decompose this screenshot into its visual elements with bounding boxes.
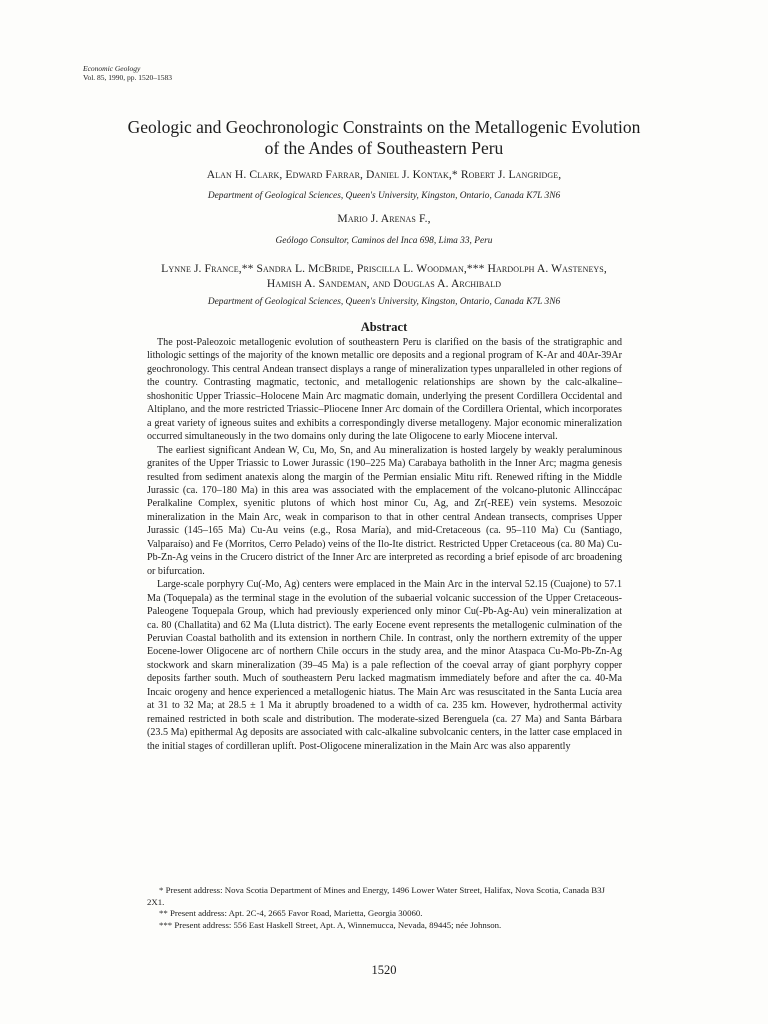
author-line-3: Lynne J. France,** Sandra L. McBride, Priscilla L. Woodman,*** Hardolph A. Wasteneys, <box>161 262 607 275</box>
author-line-2: Mario J. Arenas F., <box>337 212 431 225</box>
affiliation-2: Geólogo Consultor, Caminos del Inca 698, Lima 33, Peru <box>275 236 493 246</box>
abstract-paragraph-2: The earliest significant Andean W, Cu, Mo, Sn, and Au mineralization is hosted largely by weakly peraluminous granites of the Upper Triassic to Lower Jurassic (190–225 Ma) Carabaya batholith in the Inner Arc; magma genesis resulted from sediment anatexis along the margin of the Permian ensialic Mitu rift. Renewed rifting in the Middle Jurassic (ca. 170–180 Ma) in this area was associated with the emplacement of the volcano-plutonic Allinccápac Peralkaline Complex, syenitic plutons of which host minor Cu, Ag, and Zr(-REE) vein systems. Mesozoic mineralization in the Main Arc, weak in comparison to that in other central Andean transects, comprises Upper Jurassic (145–165 Ma) Cu-Au veins (e.g., Rosa María), and mid-Cretaceous (ca. 95–110 Ma) Cu (Santiago, Valparaíso) and Fe (Morritos, Cerro Pelado) veins of the Ilo-Ite district. Restricted Upper Cretaceous (ca. 80 Ma) Cu-Pb-Zn-Ag veins in the Crucero district of the Inner Arc are interpreted as recording a brief episode of arc broadening or bifurcation. <box>147 444 622 577</box>
author-line-1: Alan H. Clark, Edward Farrar, Daniel J. Kontak,* Robert J. Langridge, <box>206 168 562 181</box>
journal-volume-line: Vol. 85, 1990, pp. 1520–1583 <box>83 73 173 82</box>
author-line-4: Hamish A. Sandeman, and Douglas A. Archibald <box>266 277 502 290</box>
footnote-3: *** Present address: 556 East Haskell Street, Apt. A, Winnemucca, Nevada, 89445; née Johnson. <box>159 919 502 930</box>
abstract-paragraph-3: Large-scale porphyry Cu(-Mo, Ag) centers were emplaced in the Main Arc in the interval 52.15 (Cuajone) to 57.1 Ma (Toquepala) as the terminal stage in the evolution of the subaerial volcanic succession of the Upper Cretaceous-Paleogene Toquepala Group, which had previously experienced only minor Cu(-Pb-Ag-Au) vein mineralization at ca. 80 (Challatita) and 62 Ma (Lluta district). The early Eocene event represents the metallogenic culmination of the Peruvian Coastal batholith and its extension in northern Chile. In contrast, only the northern extremity of the upper Eocene-lower Oligocene arc of northern Chile occurs in the study area, and the minor Ataspaca Cu-Mo-Pb-Zn-Ag stockwork and skarn mineralization (39–45 Ma) is a pale reflection of the coeval array of giant porphyry copper deposits farther south. Much of southeastern Peru lacked magmatism immediately before and after the ca. 40-Ma Incaic orogeny and hence experienced a metallogenic hiatus. The Main Arc was resuscitated in the Santa Lucía area at 31 to 32 Ma; at 28.5 ± 1 Ma it abruptly broadened to a width of ca. 235 km. However, hydrothermal activity remained restricted in both scale and distribution. The moderate-sized Berenguela (ca. 27 Ma) and Santa Bárbara (23.5 Ma) epithermal Ag deposits are associated with calc-alkaline subvolcanic centers, in the latter case emplaced in the initial stages of cordilleran uplift. Post-Oligocene mineralization in the Main Arc was also apparently <box>147 579 622 752</box>
page-number: 1520 <box>371 963 397 977</box>
affiliation-3: Department of Geological Sciences, Queen's University, Kingston, Ontario, Canada K7L 3N6 <box>207 297 561 307</box>
affiliation-1: Department of Geological Sciences, Queen's University, Kingston, Ontario, Canada K7L 3N6 <box>207 191 561 201</box>
title-line-2: of the Andes of Southeastern Peru <box>264 138 504 158</box>
journal-citation <box>83 64 172 82</box>
abstract-heading: Abstract <box>360 320 408 334</box>
journal-name: Economic Geology <box>83 64 141 73</box>
abstract-paragraph-1: The post-Paleozoic metallogenic evolution of southeastern Peru is clarified on the basis of the stratigraphic and lithologic settings of the majority of the known metallic ore deposits and a regional program of K-Ar and 40Ar-39Ar geochronology. This central Andean transect displays a range of mineralization types unparalleled in other regions of the country. Contrasting magmatic, tectonic, and metallogenic relationships are shown by the calc-alkaline–shoshonitic Upper Triassic–Holocene Main Arc magmatic domain, underlying the present Cordillera Occidental and Altiplano, and the more restricted Triassic–Pliocene Inner Arc domain of the Cordillera Oriental, which incorporates a great variety of igneous suites and exhibits a correspondingly diverse metallogeny. Major economic mineralization occurred simultaneously in the two domains only during the late Oligocene to early Miocene interval. <box>147 337 622 443</box>
footnote-2: ** Present address: Apt. 2C-4, 2665 Favor Road, Marietta, Georgia 30060. <box>159 908 423 918</box>
article-title <box>60 117 708 159</box>
footnotes <box>147 885 622 931</box>
abstract-body <box>147 336 622 753</box>
footnote-1: * Present address: Nova Scotia Department of Mines and Energy, 1496 Lower Water Street, Halifax, Nova Scotia, Canada B3J 2X1. <box>147 885 605 907</box>
title-line-1: Geologic and Geochronologic Constraints on the Metallogenic Evolution <box>127 117 641 137</box>
